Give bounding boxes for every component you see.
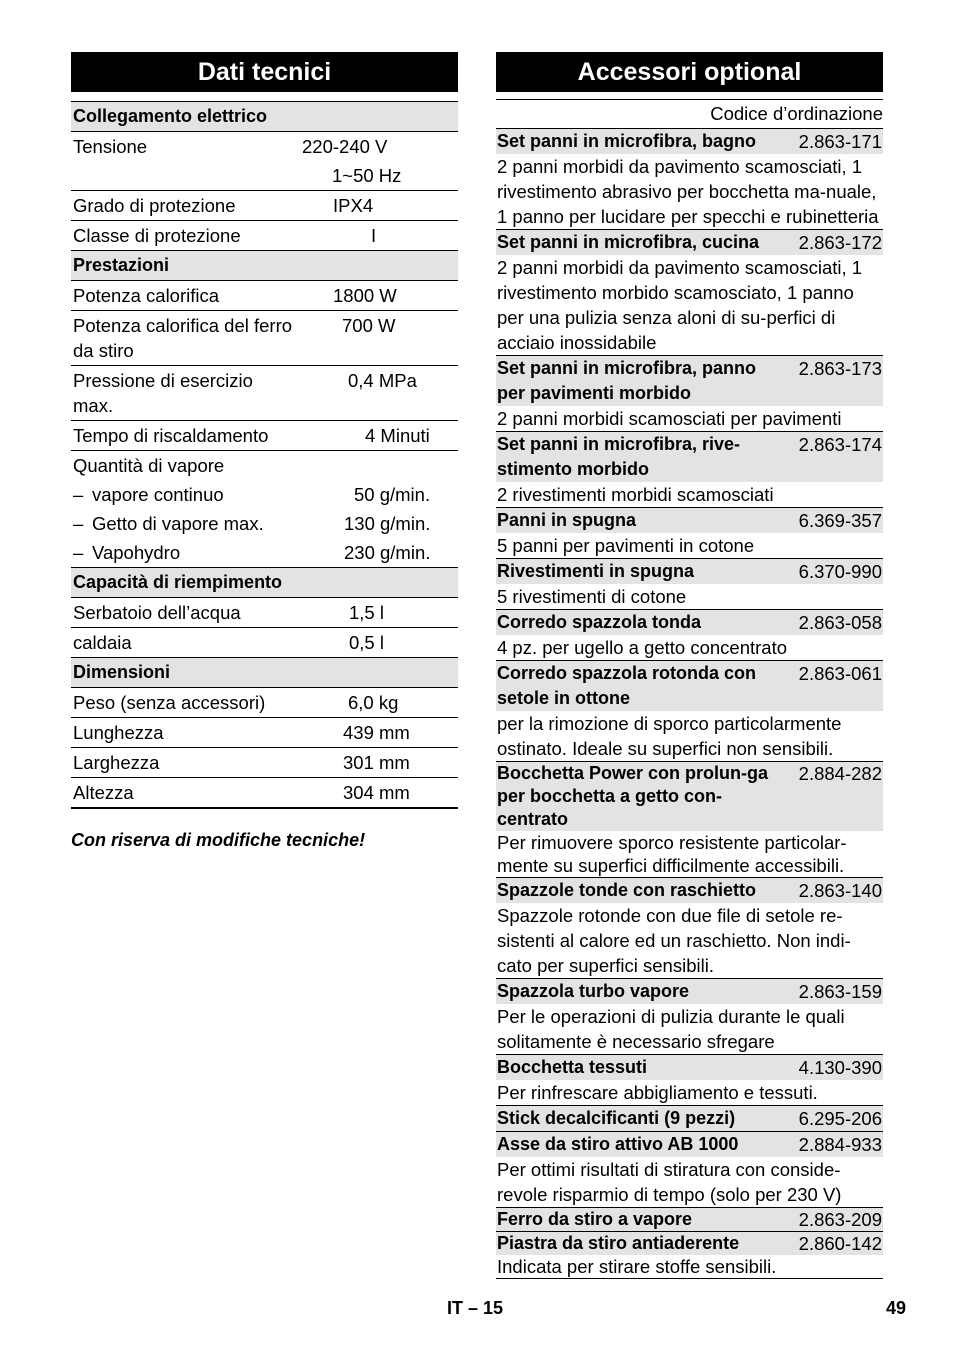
accessory-description: per la rimozione di sporco particolarmente ostinato. Ideale su superfici non sensibili. [497, 713, 842, 759]
accessory-name [496, 230, 883, 255]
spec-label: Tempo di riscaldamento [73, 425, 269, 446]
accessory-item [496, 1207, 883, 1231]
accessory-name [496, 610, 883, 635]
accessory-item [496, 128, 883, 229]
spec-row-larghezza [71, 748, 458, 778]
spec-value: 1~50 Hz [332, 165, 402, 186]
accessory-name [496, 559, 883, 584]
accessory-order-code: 2.863-172 [798, 232, 882, 253]
spec-label: caldaia [73, 632, 132, 653]
accessory-name-text: Ferro da stiro a vapore [497, 1209, 693, 1229]
spec-value: 439 mm [343, 722, 410, 743]
spec-value: 301 mm [343, 752, 410, 773]
accessory-item [496, 1105, 883, 1131]
accessory-order-code: 2.863-140 [798, 880, 882, 901]
accessory-description: Indicata per stirare stoffe sensibili. [497, 1256, 777, 1277]
modification-note: Con riserva di modifiche tecniche! [71, 830, 366, 850]
spec-label: Peso (senza accessori) [73, 692, 266, 713]
spec-row-altezza [71, 778, 458, 809]
spec-value: 1800 W [333, 285, 397, 306]
spec-label: Tensione [73, 136, 148, 157]
technical-data-title: Dati tecnici [71, 52, 458, 92]
accessory-name [496, 762, 883, 831]
spec-value: I [371, 225, 377, 246]
accessory-description: Spazzole rotonde con due file di setole re-sistenti al calore ed un raschietto. Non indi-cato per superfici sensibili. [497, 905, 851, 976]
accessories-list [496, 128, 883, 1279]
order-code-header: Codice d’ordinazione [496, 99, 883, 126]
accessory-item [496, 355, 883, 431]
accessory-name-text: Bocchetta Power con prolun-ga per bocchetta a getto con-centrato [497, 763, 769, 829]
accessory-name-text: Panni in spugna [497, 510, 637, 530]
footer-language-page: IT – 15 [447, 1298, 504, 1318]
spec-row-getto [71, 509, 458, 538]
accessory-order-code: 2.863-171 [798, 131, 882, 152]
dash-bullet: – [73, 542, 84, 563]
accessory-item [496, 609, 883, 660]
accessory-order-code: 2.860-142 [798, 1233, 882, 1254]
accessory-name [496, 508, 883, 533]
accessory-item [496, 877, 883, 978]
accessory-order-code: 6.370-990 [798, 561, 882, 582]
accessory-name [496, 1106, 883, 1131]
accessory-name-text: Rivestimenti in spugna [497, 561, 695, 581]
accessory-name-text: Piastra da stiro antiaderente [497, 1233, 740, 1253]
accessory-order-code: 6.369-357 [798, 510, 882, 531]
accessory-description: 4 pz. per ugello a getto concentrato [497, 637, 788, 658]
accessory-description: 2 rivestimenti morbidi scamosciati [497, 484, 774, 505]
spec-value: 304 mm [343, 782, 410, 803]
spec-value: 700 W [342, 315, 396, 336]
accessory-name [496, 1208, 883, 1231]
accessory-item [496, 660, 883, 761]
accessory-item [496, 761, 883, 877]
accessory-order-code: 2.863-159 [798, 981, 882, 1002]
accessory-name [496, 1232, 883, 1255]
accessory-name [496, 878, 883, 903]
accessory-name [496, 1132, 883, 1157]
spec-value: 130 g/min. [344, 513, 431, 534]
accessory-item [496, 431, 883, 507]
spec-row-grado [71, 191, 458, 221]
spec-value: 50 g/min. [354, 484, 431, 505]
spec-row-ferro [71, 311, 458, 366]
accessory-name-text: Corredo spazzola rotonda con setole in ottone [497, 663, 757, 708]
spec-row-tempo [71, 421, 458, 451]
accessory-item [496, 1054, 883, 1105]
accessory-name [496, 129, 883, 154]
accessory-name [496, 432, 883, 482]
spec-label: Larghezza [73, 752, 160, 773]
spec-row-frequency [71, 161, 458, 191]
accessory-name-text: Stick decalcificanti (9 pezzi) [497, 1108, 736, 1128]
spec-row-continuo [71, 480, 458, 509]
spec-label: Getto di vapore max. [92, 513, 264, 534]
accessory-item [496, 558, 883, 609]
spec-label: Classe di protezione [73, 225, 241, 246]
spec-label: Altezza [73, 782, 134, 803]
dash-bullet: – [73, 513, 84, 534]
spec-label: Potenza calorifica del ferro da stiro [73, 315, 293, 361]
spec-label: vapore continuo [92, 484, 224, 505]
accessory-name [496, 1055, 883, 1080]
dash-bullet: – [73, 484, 84, 505]
accessory-name-text: Spazzola turbo vapore [497, 981, 690, 1001]
spec-label: Lunghezza [73, 722, 164, 743]
technical-data-table [71, 101, 458, 809]
accessory-description: 5 panni per pavimenti in cotone [497, 535, 755, 556]
accessory-name-text: Asse da stiro attivo AB 1000 [497, 1134, 739, 1154]
accessory-order-code: 2.863-173 [798, 358, 882, 379]
spec-row-classe [71, 221, 458, 251]
accessory-order-code: 2.863-061 [798, 663, 882, 684]
accessory-description: 2 panni morbidi scamosciati per pavimenti [497, 408, 842, 429]
accessory-item [496, 507, 883, 558]
accessory-name [496, 979, 883, 1004]
spec-value: 0,4 MPa [348, 370, 417, 391]
spec-label: Serbatoio dell’acqua [73, 602, 241, 623]
accessory-name-text: Bocchetta tessuti [497, 1057, 648, 1077]
accessory-item [496, 229, 883, 355]
accessory-description: Per ottimi risultati di stiratura con conside-revole risparmio di tempo (solo per 230 V) [497, 1159, 842, 1205]
spec-value: 0,5 l [349, 632, 384, 653]
section-electrical: Collegamento elettrico [71, 102, 458, 132]
spec-value: IPX4 [333, 195, 374, 216]
accessory-item [496, 978, 883, 1054]
spec-value: 6,0 kg [348, 692, 399, 713]
accessory-order-code: 2.863-209 [798, 1209, 882, 1230]
spec-row-lunghezza [71, 718, 458, 748]
accessory-description: 2 panni morbidi da pavimento scamosciati, 1 rivestimento morbido scamosciato, 1 panno per una pulizia senza aloni di su-perfici di acciaio inossidabile [497, 257, 863, 353]
accessory-name [496, 356, 883, 406]
accessory-name [496, 661, 883, 711]
accessory-item [496, 1131, 883, 1207]
accessory-order-code: 4.130-390 [798, 1057, 882, 1078]
accessory-name-text: Corredo spazzola tonda [497, 612, 702, 632]
spec-row-potenza [71, 281, 458, 311]
accessory-name-text: Set panni in microfibra, rive-stimento morbido [497, 434, 741, 479]
spec-row-peso [71, 688, 458, 718]
spec-value: 230 g/min. [344, 542, 431, 563]
accessory-order-code: 2.884-282 [798, 763, 882, 784]
section-performance: Prestazioni [71, 251, 458, 281]
spec-label: Potenza calorifica [73, 285, 220, 306]
accessory-description: Per rimuovere sporco resistente particolar-mente su superfici difficilmente accessibili. [497, 832, 847, 876]
accessory-order-code: 2.863-174 [798, 434, 882, 455]
accessory-description: 2 panni morbidi da pavimento scamosciati, 1 rivestimento abrasivo per bocchetta ma-nuale, 1 panno per lucidare per specchi e rubinetteria [497, 156, 879, 227]
footer-page-number: 49 [885, 1298, 906, 1318]
accessory-name-text: Set panni in microfibra, cucina [497, 232, 760, 252]
spec-value: 220-240 V [302, 136, 388, 157]
accessory-item [496, 1231, 883, 1279]
section-capacity: Capacità di riempimento [71, 568, 458, 598]
accessory-order-code: 2.863-058 [798, 612, 882, 633]
accessories-column [496, 52, 883, 1279]
accessory-description: 5 rivestimenti di cotone [497, 586, 687, 607]
technical-data-column [71, 52, 458, 851]
accessory-order-code: 6.295-206 [798, 1108, 882, 1129]
accessories-title: Accessori optional [496, 52, 883, 92]
spec-label: Quantità di vapore [73, 455, 225, 476]
spec-value: 4 Minuti [365, 425, 430, 446]
accessory-description: Per rinfrescare abbigliamento e tessuti. [497, 1082, 818, 1103]
accessory-order-code: 2.884-933 [798, 1134, 882, 1155]
spec-row-vapore [71, 451, 458, 480]
spec-row-pressione [71, 366, 458, 421]
spec-row-caldaia [71, 628, 458, 658]
spec-label: Vapohydro [92, 542, 181, 563]
spec-label: Grado di protezione [73, 195, 236, 216]
spec-row-serbatoio [71, 598, 458, 628]
section-dimensions: Dimensioni [71, 658, 458, 688]
accessory-description: Per le operazioni di pulizia durante le quali solitamente è necessario sfregare [497, 1006, 845, 1052]
spec-value: 1,5 l [349, 602, 384, 623]
accessory-name-text: Spazzole tonde con raschietto [497, 880, 757, 900]
spec-row-tensione [71, 132, 458, 161]
accessory-name-text: Set panni in microfibra, bagno [497, 131, 757, 151]
spec-label: Pressione di esercizio max. [73, 370, 253, 416]
spec-row-vapohydro [71, 538, 458, 568]
accessory-name-text: Set panni in microfibra, panno per pavimenti morbido [497, 358, 757, 403]
